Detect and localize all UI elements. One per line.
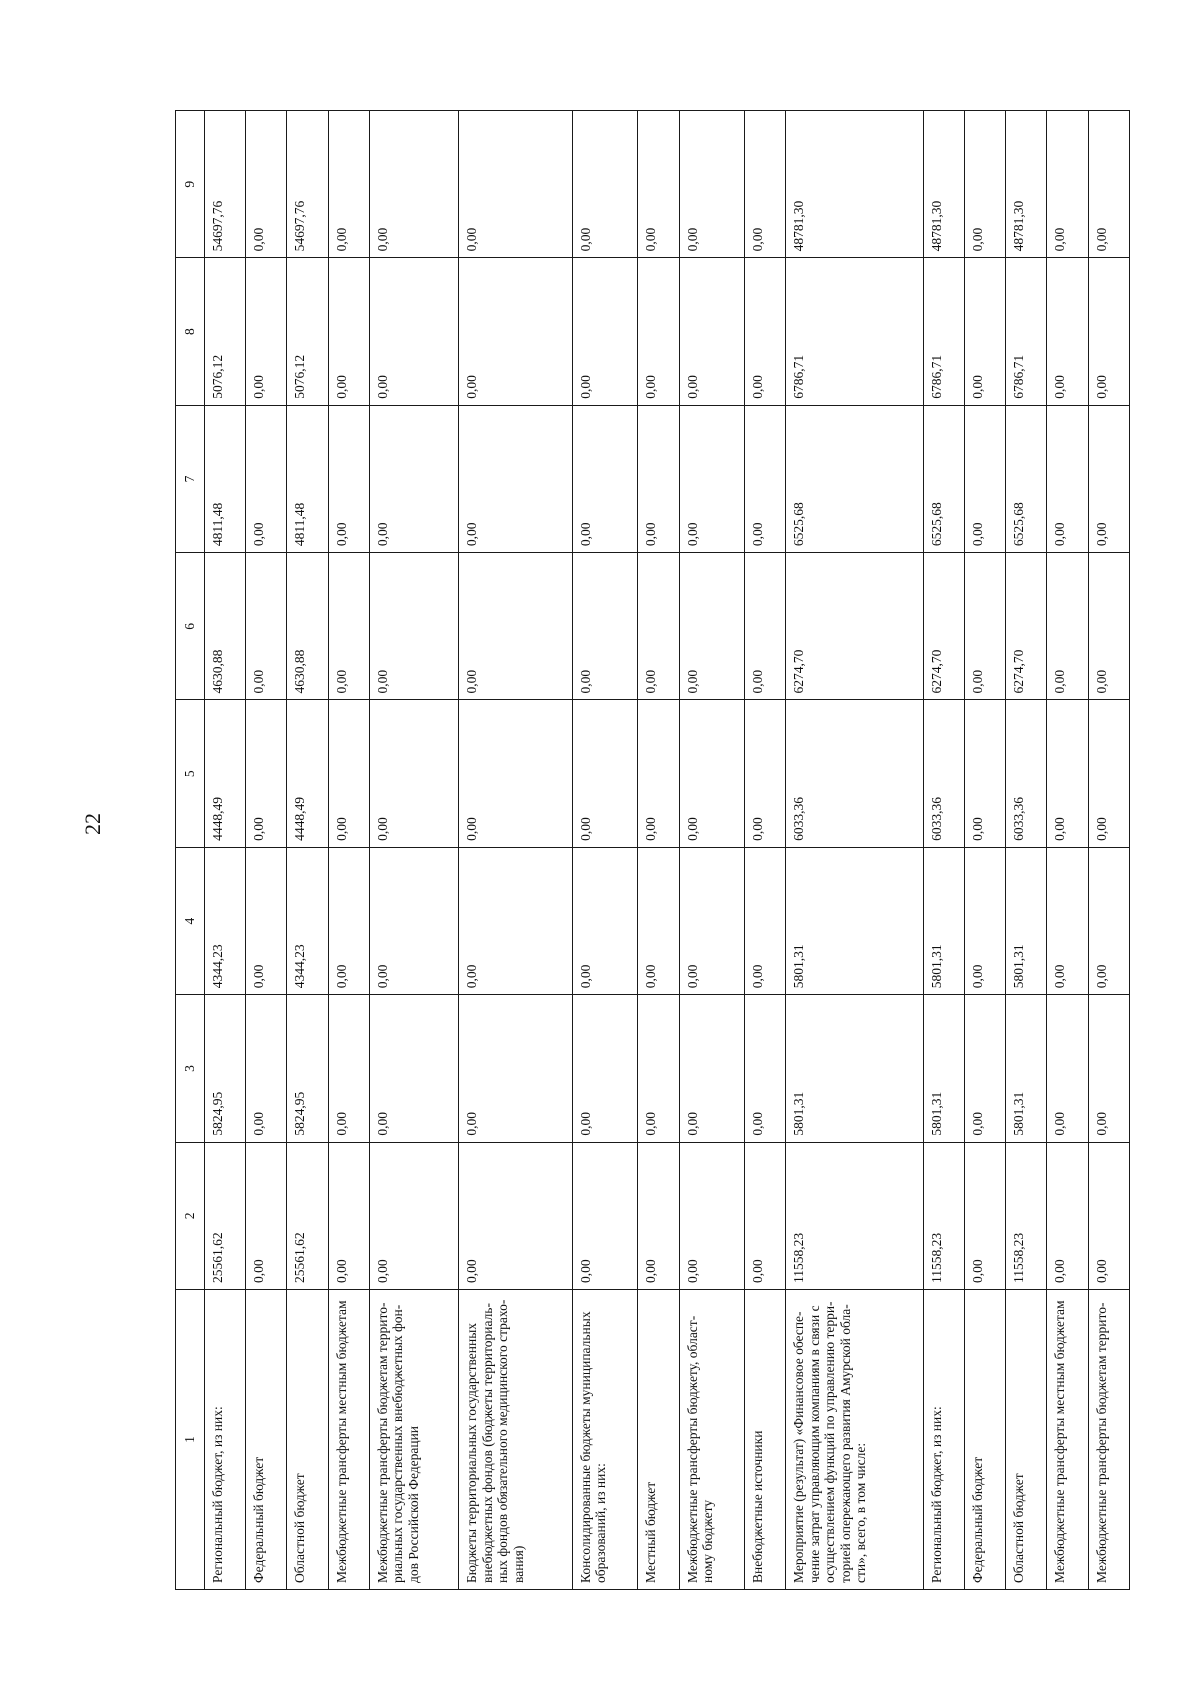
row-label: Федеральный бюджет [965, 1290, 1006, 1590]
cell-value: 0,00 [1088, 995, 1129, 1142]
page-number: 22 [80, 813, 105, 835]
cell-value: 0,00 [459, 847, 573, 994]
cell-value: 5801,31 [1006, 847, 1047, 994]
cell-value: 6274,70 [1006, 553, 1047, 700]
table-row [1088, 111, 1129, 1590]
cell-value: 0,00 [965, 405, 1006, 552]
cell-value: 0,00 [744, 847, 785, 994]
cell-value: 0,00 [744, 1142, 785, 1289]
cell-value: 0,00 [744, 405, 785, 552]
cell-value: 0,00 [744, 700, 785, 847]
row-label: Региональный бюджет, из них: [923, 1290, 964, 1590]
cell-value: 5801,31 [923, 847, 964, 994]
column-header-7: 7 [176, 405, 205, 552]
cell-value: 0,00 [1088, 1142, 1129, 1289]
cell-value: 0,00 [246, 405, 287, 552]
cell-value: 25561,62 [205, 1142, 246, 1289]
cell-value: 0,00 [459, 553, 573, 700]
cell-value: 6786,71 [923, 258, 964, 405]
cell-value: 0,00 [459, 258, 573, 405]
row-label: Межбюджетные трансферты бюджетам террито- [1088, 1290, 1129, 1590]
cell-value: 4448,49 [287, 700, 328, 847]
cell-value: 0,00 [1047, 258, 1088, 405]
cell-value: 0,00 [1088, 553, 1129, 700]
cell-value: 0,00 [679, 553, 744, 700]
column-header-4: 4 [176, 847, 205, 994]
column-header-5: 5 [176, 700, 205, 847]
table-row [638, 111, 679, 1590]
cell-value: 0,00 [328, 405, 369, 552]
cell-value: 0,00 [572, 847, 637, 994]
cell-value: 0,00 [246, 553, 287, 700]
row-label: Межбюджетные трансферты местным бюджетам [328, 1290, 369, 1590]
cell-value: 0,00 [246, 995, 287, 1142]
cell-value: 0,00 [679, 405, 744, 552]
cell-value: 5801,31 [786, 995, 924, 1142]
cell-value: 0,00 [744, 553, 785, 700]
cell-value: 0,00 [679, 995, 744, 1142]
cell-value: 0,00 [369, 1142, 458, 1289]
cell-value: 6274,70 [786, 553, 924, 700]
cell-value: 0,00 [679, 700, 744, 847]
cell-value: 0,00 [369, 553, 458, 700]
row-label: Местный бюджет [638, 1290, 679, 1590]
cell-value: 4448,49 [205, 700, 246, 847]
cell-value: 0,00 [638, 111, 679, 258]
cell-value: 0,00 [744, 258, 785, 405]
table-row [1006, 111, 1047, 1590]
cell-value: 0,00 [1088, 258, 1129, 405]
row-label: Региональный бюджет, из них: [205, 1290, 246, 1590]
cell-value: 0,00 [459, 405, 573, 552]
cell-value: 4344,23 [287, 847, 328, 994]
row-label: Межбюджетные трансферты бюджетам террито-риальных государственных внебюджетных фон-дов Российской Федерации [369, 1290, 458, 1590]
table-row [923, 111, 964, 1590]
cell-value: 0,00 [328, 111, 369, 258]
cell-value: 0,00 [965, 553, 1006, 700]
cell-value: 0,00 [246, 258, 287, 405]
cell-value: 0,00 [572, 405, 637, 552]
cell-value: 4630,88 [287, 553, 328, 700]
cell-value: 0,00 [965, 111, 1006, 258]
cell-value: 0,00 [638, 553, 679, 700]
cell-value: 0,00 [572, 553, 637, 700]
cell-value: 0,00 [1047, 847, 1088, 994]
cell-value: 0,00 [965, 1142, 1006, 1289]
cell-value: 0,00 [1088, 111, 1129, 258]
cell-value: 0,00 [459, 700, 573, 847]
table-row [572, 111, 637, 1590]
cell-value: 0,00 [459, 995, 573, 1142]
row-label: Областной бюджет [1006, 1290, 1047, 1590]
budget-table [175, 110, 1130, 1590]
cell-value: 6525,68 [786, 405, 924, 552]
cell-value: 0,00 [328, 995, 369, 1142]
table-row [965, 111, 1006, 1590]
cell-value: 0,00 [1088, 847, 1129, 994]
cell-value: 11558,23 [1006, 1142, 1047, 1289]
cell-value: 0,00 [1047, 553, 1088, 700]
cell-value: 5076,12 [287, 258, 328, 405]
cell-value: 0,00 [369, 258, 458, 405]
cell-value: 0,00 [328, 258, 369, 405]
cell-value: 6525,68 [923, 405, 964, 552]
cell-value: 6274,70 [923, 553, 964, 700]
column-header-6: 6 [176, 553, 205, 700]
cell-value: 0,00 [679, 111, 744, 258]
cell-value: 0,00 [638, 1142, 679, 1289]
cell-value: 0,00 [1047, 1142, 1088, 1289]
table-row [246, 111, 287, 1590]
cell-value: 4811,48 [205, 405, 246, 552]
cell-value: 0,00 [246, 700, 287, 847]
cell-value: 0,00 [744, 111, 785, 258]
cell-value: 0,00 [246, 1142, 287, 1289]
cell-value: 0,00 [572, 111, 637, 258]
cell-value: 0,00 [572, 700, 637, 847]
table-row [328, 111, 369, 1590]
table-row [205, 111, 246, 1590]
table-row [459, 111, 573, 1590]
cell-value: 0,00 [369, 995, 458, 1142]
cell-value: 0,00 [369, 847, 458, 994]
cell-value: 0,00 [572, 995, 637, 1142]
row-label: Бюджеты территориальных государственных внебюджетных фондов (бюджеты территориаль-ных фондов обязательного медицинского страхо-вания) [459, 1290, 573, 1590]
cell-value: 0,00 [328, 847, 369, 994]
row-label: Областной бюджет [287, 1290, 328, 1590]
column-header-8: 8 [176, 258, 205, 405]
cell-value: 5824,95 [205, 995, 246, 1142]
table-row [679, 111, 744, 1590]
cell-value: 4811,48 [287, 405, 328, 552]
header-row [176, 111, 205, 1590]
cell-value: 0,00 [1047, 700, 1088, 847]
column-header-2: 2 [176, 1142, 205, 1289]
cell-value: 6786,71 [1006, 258, 1047, 405]
cell-value: 0,00 [369, 111, 458, 258]
cell-value: 5801,31 [1006, 995, 1047, 1142]
cell-value: 4344,23 [205, 847, 246, 994]
cell-value: 0,00 [328, 1142, 369, 1289]
cell-value: 6525,68 [1006, 405, 1047, 552]
cell-value: 0,00 [246, 111, 287, 258]
cell-value: 5824,95 [287, 995, 328, 1142]
cell-value: 0,00 [1047, 995, 1088, 1142]
row-label: Межбюджетные трансферты бюджету, област-ному бюджету [679, 1290, 744, 1590]
cell-value: 54697,76 [287, 111, 328, 258]
cell-value: 48781,30 [1006, 111, 1047, 258]
cell-value: 6786,71 [786, 258, 924, 405]
cell-value: 0,00 [1088, 405, 1129, 552]
cell-value: 5076,12 [205, 258, 246, 405]
row-label: Внебюджетные источники [744, 1290, 785, 1590]
table-body [205, 111, 1130, 1590]
cell-value: 0,00 [459, 111, 573, 258]
column-header-3: 3 [176, 995, 205, 1142]
cell-value: 0,00 [679, 1142, 744, 1289]
row-label: Мероприятие (результат) «Финансовое обеспе-чение затрат управляющим компаниям в связи с осуществлением функций по управлению терри-торией опережающего развития Амурской обла-сти», всего, в том числе: [786, 1290, 924, 1590]
row-label: Федеральный бюджет [246, 1290, 287, 1590]
row-label: Межбюджетные трансферты местным бюджетам [1047, 1290, 1088, 1590]
cell-value: 48781,30 [923, 111, 964, 258]
cell-value: 0,00 [572, 1142, 637, 1289]
cell-value: 0,00 [965, 258, 1006, 405]
cell-value: 0,00 [328, 553, 369, 700]
cell-value: 6033,36 [786, 700, 924, 847]
cell-value: 54697,76 [205, 111, 246, 258]
cell-value: 4630,88 [205, 553, 246, 700]
cell-value: 11558,23 [786, 1142, 924, 1289]
table-row [369, 111, 458, 1590]
table-row [287, 111, 328, 1590]
column-header-9: 9 [176, 111, 205, 258]
cell-value: 0,00 [638, 258, 679, 405]
budget-table-container [175, 110, 1130, 1590]
cell-value: 0,00 [638, 995, 679, 1142]
cell-value: 0,00 [459, 1142, 573, 1289]
cell-value: 6033,36 [923, 700, 964, 847]
cell-value: 0,00 [679, 258, 744, 405]
cell-value: 0,00 [638, 405, 679, 552]
cell-value: 0,00 [1088, 700, 1129, 847]
cell-value: 0,00 [246, 847, 287, 994]
cell-value: 0,00 [638, 847, 679, 994]
cell-value: 11558,23 [923, 1142, 964, 1289]
column-header-1: 1 [176, 1290, 205, 1590]
cell-value: 25561,62 [287, 1142, 328, 1289]
cell-value: 48781,30 [786, 111, 924, 258]
cell-value: 0,00 [369, 405, 458, 552]
cell-value: 5801,31 [923, 995, 964, 1142]
cell-value: 0,00 [369, 700, 458, 847]
cell-value: 0,00 [965, 700, 1006, 847]
cell-value: 0,00 [965, 995, 1006, 1142]
cell-value: 0,00 [1047, 111, 1088, 258]
cell-value: 5801,31 [786, 847, 924, 994]
row-label: Консолидированные бюджеты муниципальных образований, из них: [572, 1290, 637, 1590]
cell-value: 0,00 [965, 847, 1006, 994]
cell-value: 0,00 [1047, 405, 1088, 552]
cell-value: 0,00 [679, 847, 744, 994]
cell-value: 0,00 [328, 700, 369, 847]
table-row [786, 111, 924, 1590]
table-row [1047, 111, 1088, 1590]
table-row [744, 111, 785, 1590]
cell-value: 0,00 [572, 258, 637, 405]
cell-value: 0,00 [638, 700, 679, 847]
cell-value: 6033,36 [1006, 700, 1047, 847]
cell-value: 0,00 [744, 995, 785, 1142]
